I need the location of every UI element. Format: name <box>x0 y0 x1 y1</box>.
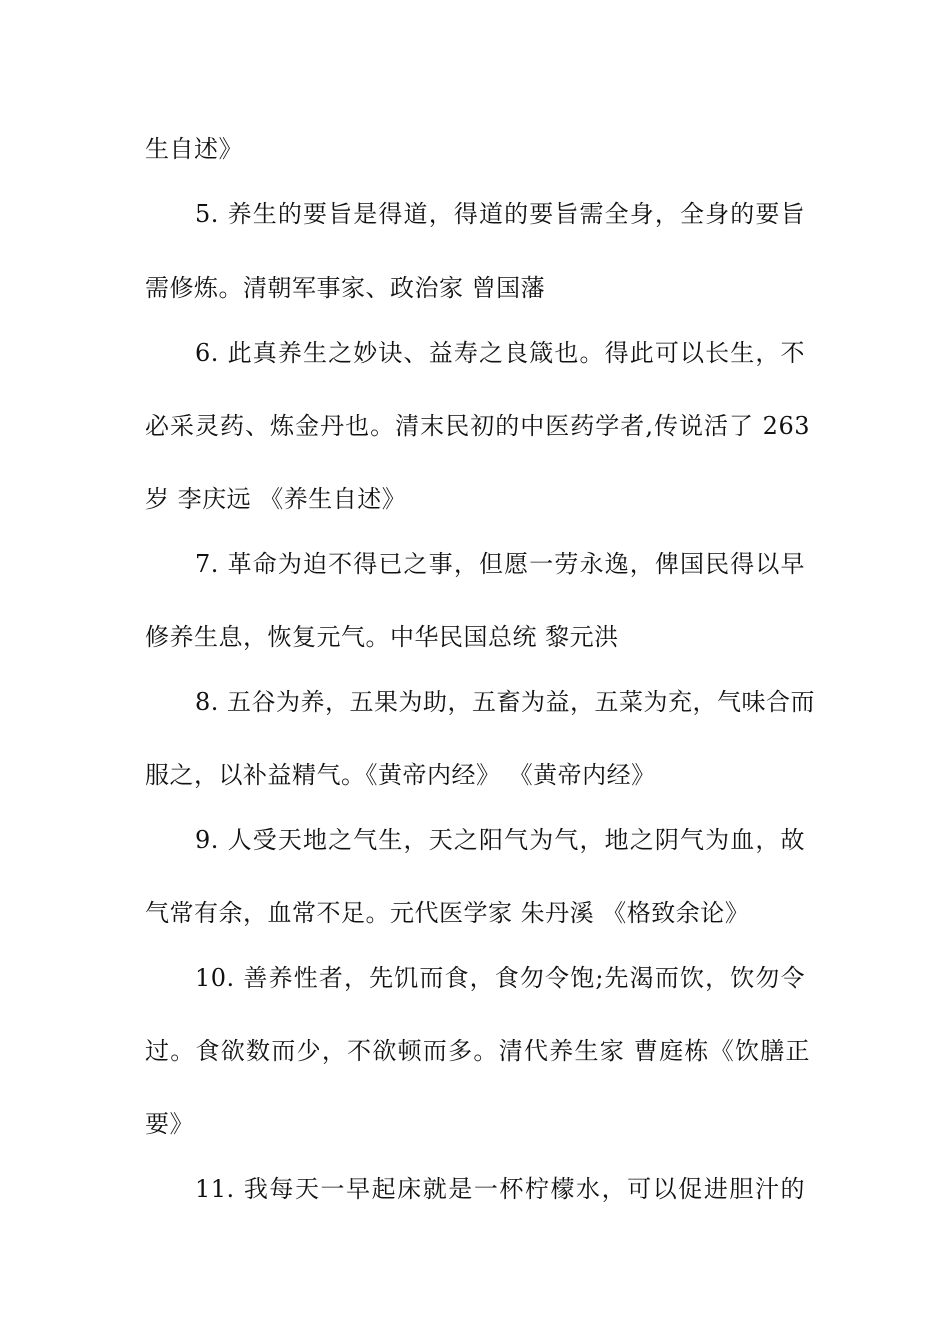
quote-8-line-2: 服之，以补益精气。《黄帝内经》 《黄帝内经》 <box>145 761 656 789</box>
quote-6-line-1: 6. 此真养生之妙诀、益寿之良箴也。得此可以长生，不 <box>195 339 805 367</box>
quote-5-line-1: 5. 养生的要旨是得道，得道的要旨需全身，全身的要旨 <box>195 200 805 228</box>
quote-9-line-1: 9. 人受天地之气生，天之阳气为气，地之阴气为血，故 <box>195 826 805 854</box>
quote-7-line-1: 7. 革命为迫不得已之事，但愿一劳永逸，俾国民得以早 <box>195 550 805 578</box>
quote-9-line-2: 气常有余，血常不足。元代医学家 朱丹溪 《格致余论》 <box>145 899 750 927</box>
quote-6-line-2: 必采灵药、炼金丹也。清末民初的中医药学者,传说活了 263 <box>145 412 810 440</box>
quote-7-line-2: 修养生息，恢复元气。中华民国总统 黎元洪 <box>145 623 619 651</box>
quote-5-line-2: 需修炼。清朝军事家、政治家 曾国藩 <box>145 274 546 302</box>
quote-8-line-1: 8. 五谷为养，五果为助，五畜为益，五菜为充，气味合而 <box>195 688 816 716</box>
quote-6-line-3: 岁 李庆远 《养生自述》 <box>145 485 407 513</box>
quote-10-line-3: 要》 <box>145 1110 194 1138</box>
quote-10-line-2: 过。食欲数而少，不欲顿而多。清代养生家 曹庭栋《饮膳正 <box>145 1037 810 1065</box>
quote-11-line-1: 11. 我每天一早起床就是一杯柠檬水，可以促进胆汁的 <box>195 1175 805 1203</box>
text-line-continuation: 生自述》 <box>145 135 243 163</box>
quote-10-line-1: 10. 善养性者，先饥而食，食勿令饱;先渴而饮，饮勿令 <box>195 964 805 992</box>
